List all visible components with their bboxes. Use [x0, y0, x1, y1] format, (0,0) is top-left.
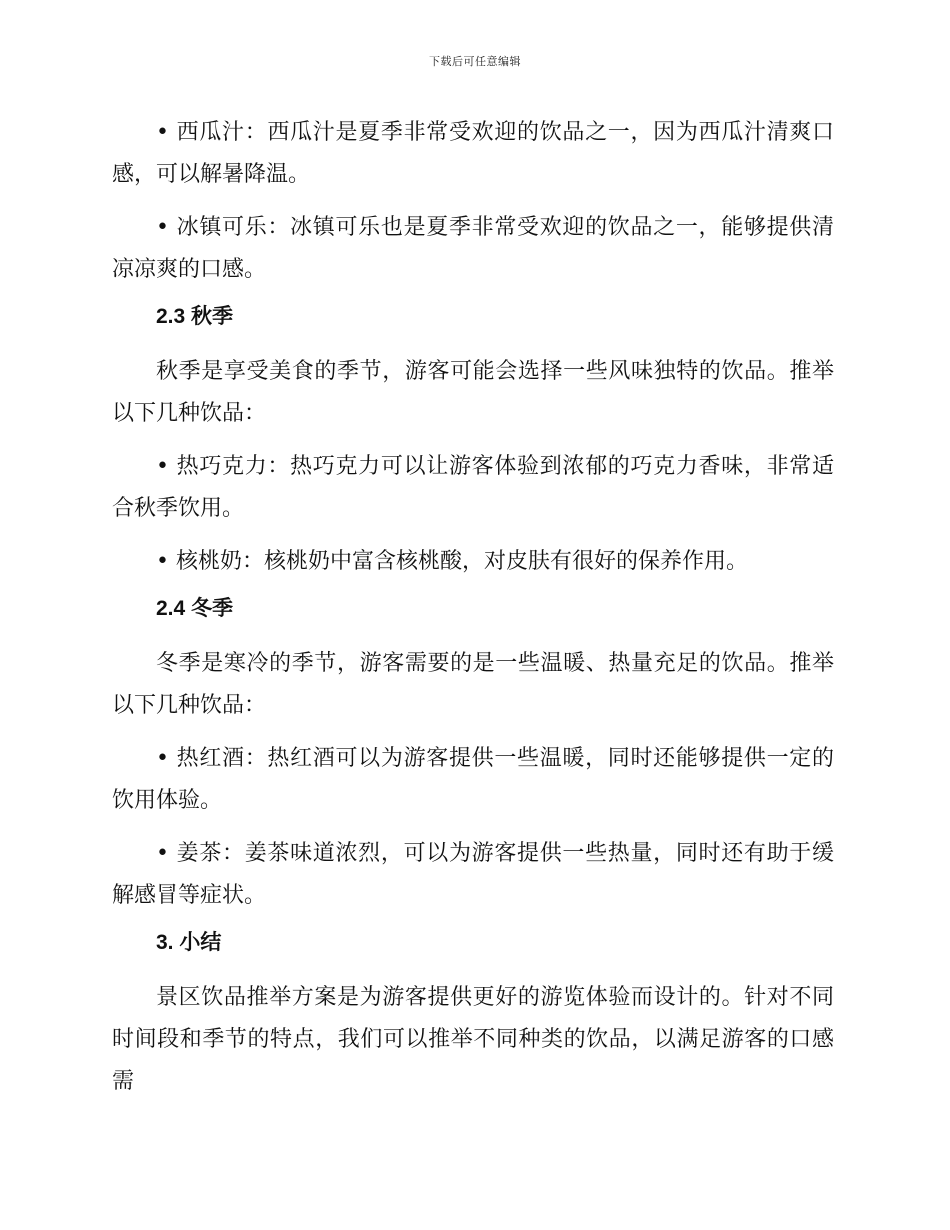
summary-paragraph: 景区饮品推举方案是为游客提供更好的游览体验而设计的。针对不同时间段和季节的特点，我们可以推举不同种类的饮品，以满足游客的口感需: [112, 985, 834, 1094]
winter-intro: 冬季是寒冷的季节，游客需要的是一些温暖、热量充足的饮品。推举以下几种饮品：: [112, 651, 834, 718]
bullet-mulled-wine: • 热红酒：热红酒可以为游客提供一些温暖，同时还能够提供一定的饮用体验。: [112, 746, 834, 813]
heading-autumn: 2.3 秋季: [156, 305, 234, 328]
heading-summary: 3. 小结: [156, 931, 222, 954]
bullet-watermelon-juice: • 西瓜汁：西瓜汁是夏季非常受欢迎的饮品之一，因为西瓜汁清爽口感，可以解暑降温。: [112, 120, 834, 187]
bullet-iced-cola: • 冰镇可乐：冰镇可乐也是夏季非常受欢迎的饮品之一，能够提供清凉凉爽的口感。: [112, 215, 834, 282]
page-header: 下载后可任意编辑: [429, 55, 521, 68]
autumn-intro: 秋季是享受美食的季节，游客可能会选择一些风味独特的饮品。推举以下几种饮品：: [112, 359, 834, 426]
heading-winter: 2.4 冬季: [156, 597, 234, 620]
document-body: [112, 112, 834, 1114]
bullet-walnut-milk: • 核桃奶：核桃奶中富含核桃酸，对皮肤有很好的保养作用。: [156, 549, 748, 574]
bullet-hot-chocolate: • 热巧克力：热巧克力可以让游客体验到浓郁的巧克力香味，非常适合秋季饮用。: [112, 454, 834, 521]
bullet-ginger-tea: • 姜茶：姜茶味道浓烈，可以为游客提供一些热量，同时还有助于缓解感冒等症状。: [112, 841, 834, 908]
